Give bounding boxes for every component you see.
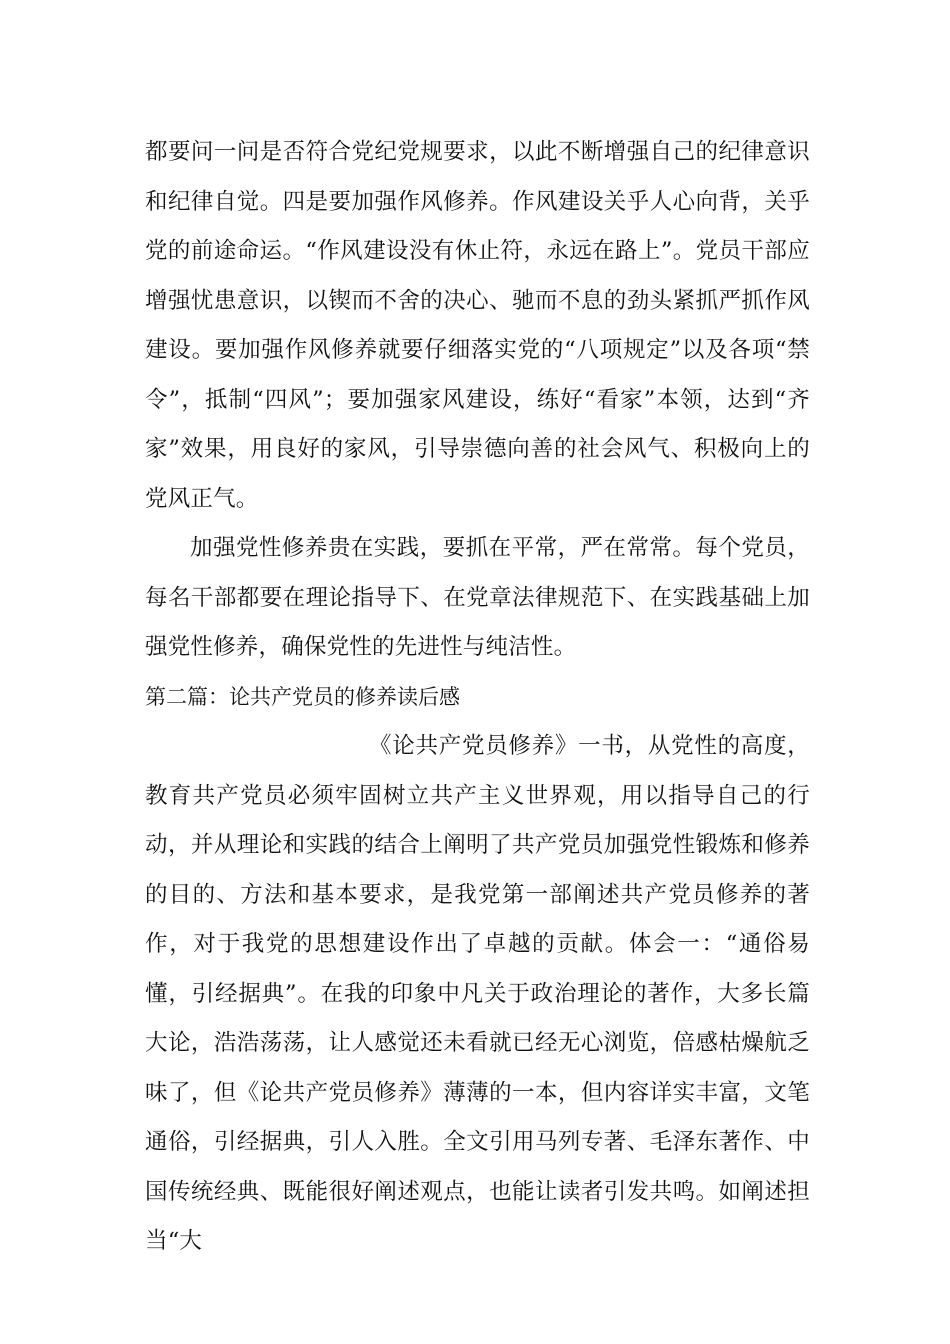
paragraph-book-review: 《论共产党员修养》一书，从党性的高度，教育共产党员必须牢固树立共产主义世界观，用以指导自己的行动，并从理论和实践的结合上阐明了共产党员加强党性锻炼和修养的目的、方法和基本要求，是我党第一部阐述共产党员修养的著作，对于我党的思想建设作出了卓越的贡献。体会一：“通俗易懂，引经据典”。在我的印象中凡关于政治理论的著作，大多长篇大论，浩浩荡荡，让人感觉还未看就已经无心浏览，倍感枯燥航乏味了，但《论共产党员修养》薄薄的一本，但内容详实丰富，文笔通俗，引经据典，引人入胜。全文引用马列专著、毛泽东著作、中国传统经典、既能很好阐述观点，也能让读者引发共鸣。如阐述担当“大 bbox=[145, 733, 810, 1254]
section-heading: 第二篇：论共产党员的修养读后感 bbox=[145, 684, 460, 709]
paragraph-party-spirit-practice: 加强党性修养贵在实践，要抓在平常，严在常常。每个党员，每名干部都要在理论指导下、在党章法律规范下、在实践基础上加强党性修养，确保党性的先进性与纯洁性。 bbox=[145, 535, 810, 660]
document-body bbox=[145, 128, 810, 1267]
paragraph-discipline-and-style: 都要问一问是否符合党纪党规要求，以此不断增强自己的纪律意识和纪律自觉。四是要加强作风修养。作风建设关乎人心向背，关乎党的前途命运。“作风建设没有休止符，永远在路上”。党员干部应增强忧患意识，以锲而不舍的决心、驰而不息的劲头紧抓严抓作风建设。要加强作风修养就要仔细落实党的“八项规定”以及各项“禁令”，抵制“四风”；要加强家风建设，练好“看家”本领，达到“齐家”效果，用良好的家风，引导崇德向善的社会风气、积极向上的党风正气。 bbox=[145, 139, 810, 512]
